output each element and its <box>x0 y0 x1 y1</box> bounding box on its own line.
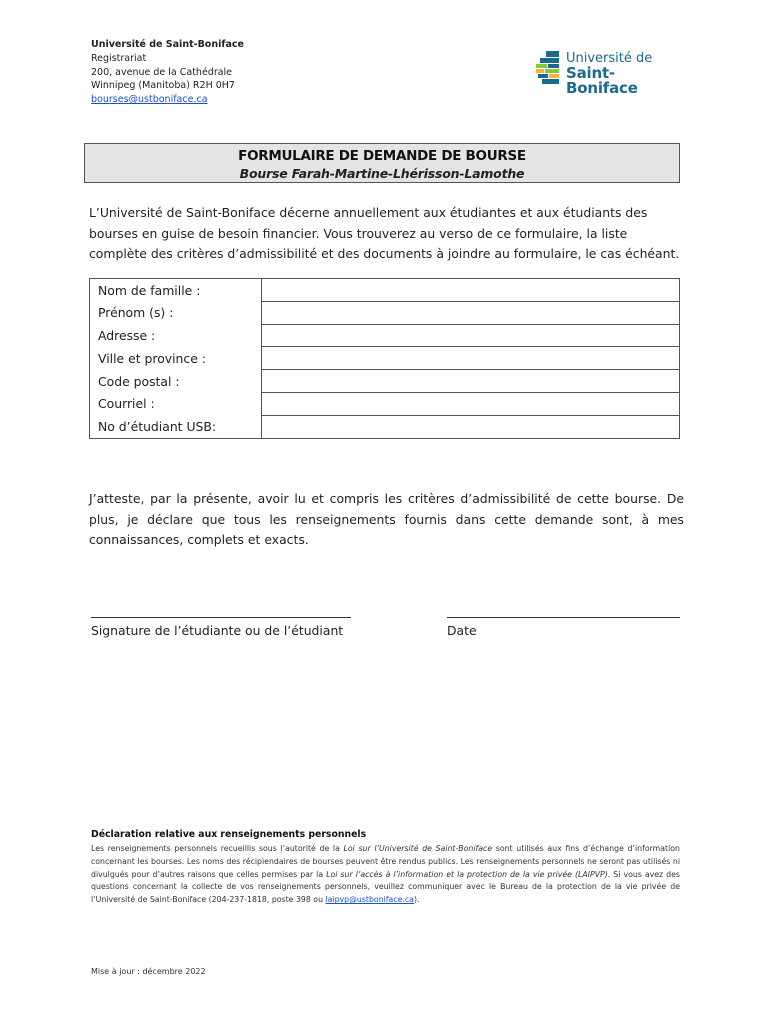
field-label: Courriel : <box>90 392 262 415</box>
table-row <box>90 392 680 415</box>
institution-address <box>91 38 244 107</box>
table-row <box>90 347 680 370</box>
date-label: Date <box>447 623 477 638</box>
logo-emblem-icon <box>536 51 560 85</box>
department: Registrariat <box>91 52 147 64</box>
city-province-field[interactable] <box>262 347 680 370</box>
privacy-text: . Si vous avez des questions concernant la collecte de vos renseignements personnels, veuillez communiquer avec le Bureau de la protection de la vie privée de l’Université de Saint-Boniface (204-237-1818, poste 398 ou <box>91 869 680 905</box>
privacy-email-link[interactable]: laipvp@ustboniface.ca <box>325 895 414 905</box>
date-line[interactable] <box>447 617 680 618</box>
field-label: Nom de famille : <box>90 279 262 302</box>
field-label: Code postal : <box>90 370 262 393</box>
first-name-field[interactable] <box>262 301 680 324</box>
scholarship-name: Bourse Farah-Martine-Lhérisson-Lamothe <box>239 166 525 181</box>
contact-email-link[interactable]: bourses@ustboniface.ca <box>91 94 208 106</box>
privacy-text: ). <box>413 895 420 905</box>
logo-line-1: Université de <box>566 51 653 66</box>
address-line-1: 200, avenue de la Cathédrale <box>91 66 233 78</box>
address-field[interactable] <box>262 324 680 347</box>
email-field[interactable] <box>262 392 680 415</box>
student-number-field[interactable] <box>262 415 680 438</box>
table-row <box>90 415 680 438</box>
table-row <box>90 301 680 324</box>
logo-line-2: Saint-Boniface <box>566 64 638 97</box>
logo-wordmark <box>566 51 686 96</box>
field-label: Prénom (s) : <box>90 301 262 324</box>
attestation-paragraph: J’atteste, par la présente, avoir lu et compris les critères d’admissibilité de cette bourse. De plus, je déclare que tous les renseignements fournis dans cette demande sont, à mes connaissances, complets et exacts. <box>89 491 684 547</box>
update-date: Mise à jour : décembre 2022 <box>91 967 206 976</box>
institution-name: Université de Saint-Boniface <box>91 39 244 50</box>
privacy-text: Les renseignements personnels recueillis sous l’autorité de la <box>91 844 344 853</box>
table-row <box>90 370 680 393</box>
law-name: Loi sur l’Université de Saint-Boniface <box>343 844 493 853</box>
postal-code-field[interactable] <box>262 370 680 393</box>
form-title: FORMULAIRE DE DEMANDE DE BOURSE <box>238 148 526 164</box>
signature-label: Signature de l’étudiante ou de l’étudiant <box>91 623 344 638</box>
field-label: Ville et province : <box>90 347 262 370</box>
intro-paragraph: L’Université de Saint-Boniface décerne annuellement aux étudiantes et aux étudiants des bourses en guise de besoin financier. Vous trouverez au verso de ce formulaire, la liste complète des critères d’admissibilité et des documents à joindre au formulaire, le cas échéant. <box>89 205 680 261</box>
last-name-field[interactable] <box>262 279 680 302</box>
address-line-2: Winnipeg (Manitoba) R2H 0H7 <box>91 80 235 92</box>
form-title-box <box>84 143 680 183</box>
table-row <box>90 324 680 347</box>
field-label: Adresse : <box>90 324 262 347</box>
university-logo <box>536 49 686 97</box>
field-label: No d’étudiant USB: <box>90 415 262 438</box>
table-row <box>90 279 680 302</box>
law-name: Loi sur l’accès à l’information et la protection de la vie privée (LAIPVP) <box>326 869 608 879</box>
signature-line[interactable] <box>91 617 351 618</box>
applicant-info-table <box>89 278 680 439</box>
privacy-paragraph <box>91 843 680 907</box>
privacy-heading: Déclaration relative aux renseignements personnels <box>91 829 367 840</box>
privacy-text: sont utilisés aux fins d’échange d’information concernant les bourses. Les noms des récipiendaires de bourses peuvent être rendus publics. Les renseignements personnels ne seront pas utilisés ni divulgués pour d’autres raisons que celles permises par la <box>91 844 680 879</box>
